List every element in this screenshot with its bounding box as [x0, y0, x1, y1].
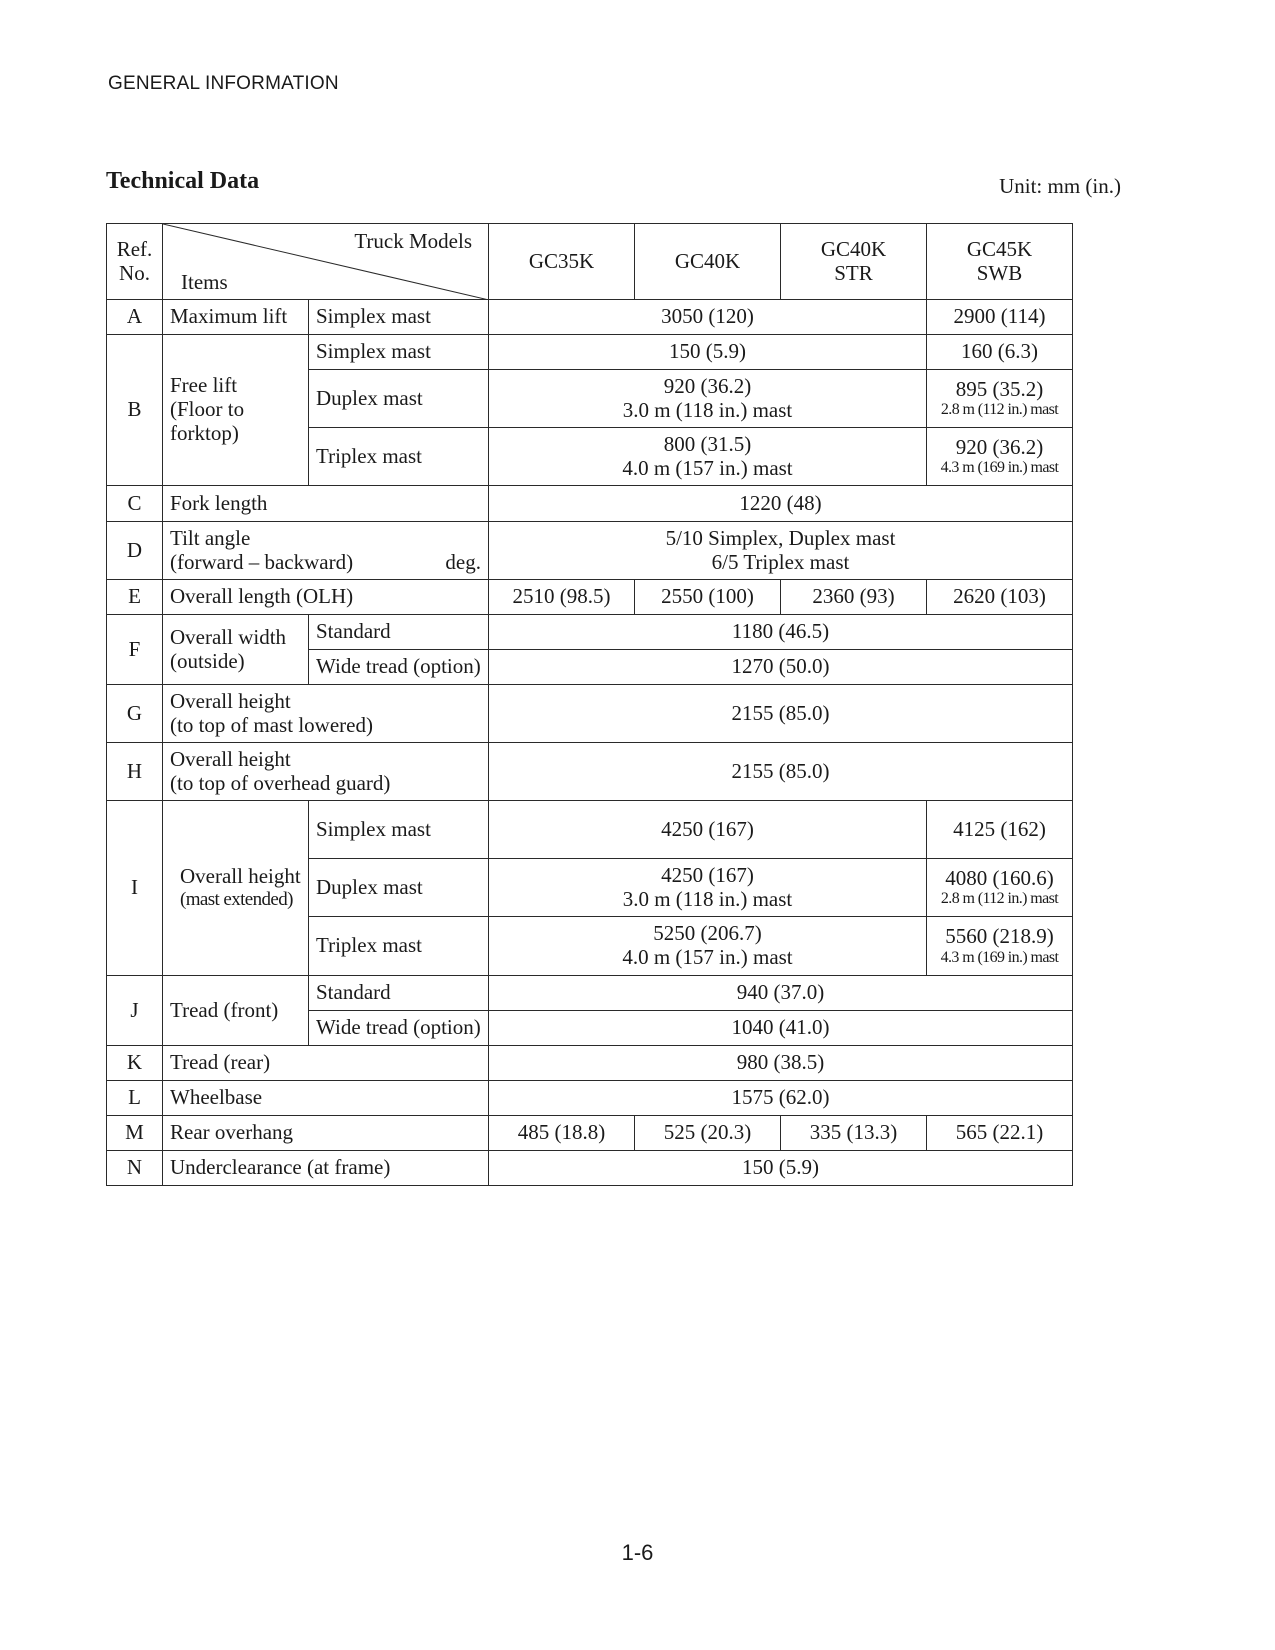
- item-cell: Overall length (OLH): [163, 580, 489, 615]
- value-cell: 980 (38.5): [489, 1046, 1073, 1081]
- sub-item-cell: Simplex mast: [309, 335, 489, 370]
- sub-item-cell: Standard: [309, 615, 489, 650]
- value-cell: 4080 (160.6) 2.8 m (112 in.) mast: [927, 859, 1073, 917]
- value-cell: 525 (20.3): [635, 1116, 781, 1151]
- value-cell: 800 (31.5) 4.0 m (157 in.) mast: [489, 428, 927, 486]
- table-row: [107, 1116, 1073, 1151]
- ref-cell: B: [107, 335, 163, 486]
- ref-cell: C: [107, 486, 163, 522]
- ref-cell: N: [107, 1151, 163, 1186]
- table-row: [107, 486, 1073, 522]
- value-cell: 4125 (162): [927, 801, 1073, 859]
- table-row: [107, 685, 1073, 743]
- ref-cell: I: [107, 801, 163, 976]
- ref-cell: G: [107, 685, 163, 743]
- item-cell: Tread (front): [163, 976, 309, 1046]
- value-cell: 2510 (98.5): [489, 580, 635, 615]
- ref-cell: A: [107, 300, 163, 335]
- item-cell: Overall width (outside): [163, 615, 309, 685]
- item-cell: Overall height (to top of mast lowered): [163, 685, 489, 743]
- ref-cell: L: [107, 1081, 163, 1116]
- technical-data-table: [106, 223, 1073, 1186]
- table-row: [107, 522, 1073, 580]
- value-cell: 1180 (46.5): [489, 615, 1073, 650]
- item-cell: Tilt angle (forward – backward) deg.: [163, 522, 489, 580]
- value-cell: 2155 (85.0): [489, 743, 1073, 801]
- page-title: Technical Data: [106, 168, 260, 194]
- value-cell: 1575 (62.0): [489, 1081, 1073, 1116]
- item-cell: Underclearance (at frame): [163, 1151, 489, 1186]
- value-cell: 940 (37.0): [489, 976, 1073, 1011]
- sub-item-cell: Duplex mast: [309, 859, 489, 917]
- sub-item-cell: Wide tread (option): [309, 1011, 489, 1046]
- ref-no-header: Ref. No.: [107, 224, 163, 300]
- item-cell: Overall height (mast extended): [163, 801, 309, 976]
- unit-note: Unit: mm (in.): [999, 174, 1121, 198]
- value-cell: 485 (18.8): [489, 1116, 635, 1151]
- sub-item-cell: Simplex mast: [309, 801, 489, 859]
- value-cell: 1270 (50.0): [489, 650, 1073, 685]
- item-cell: Wheelbase: [163, 1081, 489, 1116]
- value-cell: 2550 (100): [635, 580, 781, 615]
- table-row: [107, 580, 1073, 615]
- table-row: [107, 300, 1073, 335]
- value-cell: 920 (36.2) 4.3 m (169 in.) mast: [927, 428, 1073, 486]
- value-cell: 5560 (218.9) 4.3 m (169 in.) mast: [927, 917, 1073, 976]
- sub-item-cell: Triplex mast: [309, 428, 489, 486]
- value-cell: 5250 (206.7) 4.0 m (157 in.) mast: [489, 917, 927, 976]
- item-cell: Rear overhang: [163, 1116, 489, 1151]
- sub-item-cell: Triplex mast: [309, 917, 489, 976]
- ref-cell: J: [107, 976, 163, 1046]
- table-row: [107, 743, 1073, 801]
- ref-cell: K: [107, 1046, 163, 1081]
- value-cell: 2155 (85.0): [489, 685, 1073, 743]
- item-cell: Maximum lift: [163, 300, 309, 335]
- table-row: [107, 976, 1073, 1011]
- value-cell: 920 (36.2) 3.0 m (118 in.) mast: [489, 370, 927, 428]
- value-cell: 2900 (114): [927, 300, 1073, 335]
- model-header: GC45K SWB: [927, 224, 1073, 300]
- table-row: [107, 1151, 1073, 1186]
- value-cell: 150 (5.9): [489, 335, 927, 370]
- value-cell: 565 (22.1): [927, 1116, 1073, 1151]
- table-row: [107, 801, 1073, 859]
- ref-cell: E: [107, 580, 163, 615]
- model-header: GC40K STR: [781, 224, 927, 300]
- sub-item-cell: Duplex mast: [309, 370, 489, 428]
- ref-cell: D: [107, 522, 163, 580]
- item-cell: Fork length: [163, 486, 489, 522]
- running-header: GENERAL INFORMATION: [108, 73, 339, 94]
- ref-cell: M: [107, 1116, 163, 1151]
- value-cell: 895 (35.2) 2.8 m (112 in.) mast: [927, 370, 1073, 428]
- value-cell: 4250 (167) 3.0 m (118 in.) mast: [489, 859, 927, 917]
- ref-cell: H: [107, 743, 163, 801]
- unit-label: deg.: [445, 549, 481, 574]
- table-row: [107, 1046, 1073, 1081]
- truck-models-label: Truck Models: [354, 229, 472, 253]
- sub-item-cell: Wide tread (option): [309, 650, 489, 685]
- page-number: 1-6: [621, 1540, 654, 1565]
- value-cell: 160 (6.3): [927, 335, 1073, 370]
- table-header-row: [107, 224, 1073, 300]
- ref-cell: F: [107, 615, 163, 685]
- model-header: GC35K: [489, 224, 635, 300]
- value-cell: 1040 (41.0): [489, 1011, 1073, 1046]
- value-cell: 335 (13.3): [781, 1116, 927, 1151]
- value-cell: 2620 (103): [927, 580, 1073, 615]
- table-row: [107, 335, 1073, 370]
- value-cell: 3050 (120): [489, 300, 927, 335]
- table-row: [107, 1081, 1073, 1116]
- sub-item-cell: Simplex mast: [309, 300, 489, 335]
- items-label: Items: [181, 270, 228, 295]
- sub-item-cell: Standard: [309, 976, 489, 1011]
- value-cell: 4250 (167): [489, 801, 927, 859]
- value-cell: 150 (5.9): [489, 1151, 1073, 1186]
- table-row: [107, 615, 1073, 650]
- item-cell: Overall height (to top of overhead guard): [163, 743, 489, 801]
- item-cell: Tread (rear): [163, 1046, 489, 1081]
- value-cell: 5/10 Simplex, Duplex mast 6/5 Triplex mast: [489, 522, 1073, 580]
- model-header: GC40K: [635, 224, 781, 300]
- item-cell: Free lift (Floor to forktop): [163, 335, 309, 486]
- value-cell: 2360 (93): [781, 580, 927, 615]
- items-models-header: [163, 224, 489, 300]
- value-cell: 1220 (48): [489, 486, 1073, 522]
